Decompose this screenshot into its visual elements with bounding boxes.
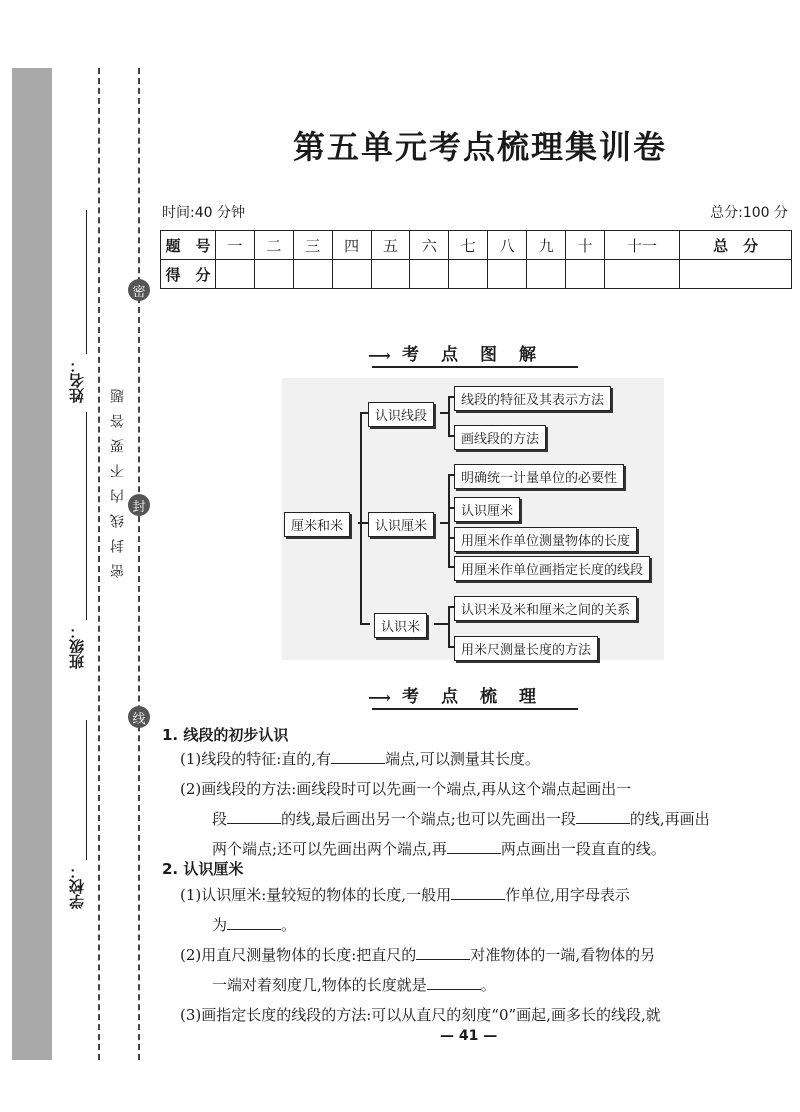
section-heading: 1. 线段的初步认识: [162, 726, 289, 744]
seal-mark: 封: [128, 494, 150, 516]
binding-dashed-line: [138, 68, 140, 1060]
connector: [360, 412, 362, 624]
table-row: [161, 260, 792, 289]
text: (1)线段的特征:直的,有: [180, 750, 332, 768]
answer-blank[interactable]: [331, 749, 385, 764]
score-cell[interactable]: [527, 260, 566, 289]
total-score-label: 总分:100 分: [710, 205, 788, 221]
text: 一端对着刻度几,物体的长度就是: [212, 976, 427, 994]
text: 端点,可以测量其长度。: [385, 750, 540, 768]
score-table: [160, 230, 792, 289]
answer-blank[interactable]: [227, 809, 281, 824]
school-label: 学校：: [68, 864, 86, 909]
connector: [448, 474, 450, 567]
binding-margin: [12, 68, 52, 1060]
score-cell[interactable]: [254, 260, 293, 289]
banner-char: 点: [441, 345, 458, 365]
arrow-icon: ⟶: [368, 346, 391, 365]
section-banner: [368, 680, 578, 710]
text: 段: [212, 810, 228, 828]
text: 。: [480, 976, 496, 994]
table-cell: 八: [488, 231, 527, 260]
arrow-icon: ⟶: [368, 688, 391, 707]
page-title: 第五单元考点梳理集训卷: [292, 128, 667, 166]
banner-char: 图: [480, 345, 497, 365]
mindmap-leaf: 明确统一计量单位的必要性: [454, 464, 624, 489]
mindmap-leaf: 认识厘米: [454, 497, 520, 522]
seal-mark: 密: [128, 279, 150, 301]
time-label: 时间:40 分钟: [162, 205, 245, 221]
score-cell[interactable]: [293, 260, 332, 289]
answer-blank[interactable]: [451, 885, 505, 900]
binding-dashed-line: [98, 68, 100, 1060]
table-header: 题 号: [161, 231, 216, 260]
text: 两点画出一段直直的线。: [500, 840, 666, 858]
table-cell: 五: [371, 231, 410, 260]
text: 两个端点;还可以先画出两个端点,再: [212, 840, 447, 858]
section-2-body: [180, 880, 792, 1030]
connector: [360, 623, 370, 625]
table-cell: 六: [410, 231, 449, 260]
mindmap-leaf: 认识米及米和厘米之间的关系: [454, 596, 637, 621]
section-1-body: [180, 744, 792, 864]
banner-char: 考: [402, 687, 419, 707]
table-header: 得 分: [161, 260, 216, 289]
table-cell: 十: [566, 231, 605, 260]
text: 的线,再画出: [629, 810, 710, 828]
table-cell: 三: [293, 231, 332, 260]
score-cell[interactable]: [604, 260, 679, 289]
mindmap-branch: 认识厘米: [368, 512, 434, 537]
banner-char: 理: [519, 687, 536, 707]
name-label: 姓名：: [68, 358, 86, 403]
banner-underline: [372, 708, 578, 710]
answer-blank[interactable]: [227, 915, 281, 930]
school-write-line: [86, 720, 87, 860]
answer-blank[interactable]: [416, 945, 470, 960]
seal-mark: 线: [128, 706, 150, 728]
text: 作单位,用字母表示: [505, 886, 630, 904]
table-cell: 一: [216, 231, 255, 260]
text: 为: [212, 916, 228, 934]
text: 的线,最后画出另一个端点;也可以先画出一段: [281, 810, 576, 828]
banner-char: 点: [441, 687, 458, 707]
mindmap-leaf: 用厘米作单位测量物体的长度: [454, 527, 637, 552]
mindmap-leaf: 用米尺测量长度的方法: [454, 636, 598, 661]
table-cell: 总 分: [680, 231, 792, 260]
text: (1)认识厘米:量较短的物体的长度,一般用: [180, 886, 452, 904]
banner-char: 梳: [480, 687, 497, 707]
table-row: [161, 231, 792, 260]
text: 。: [281, 916, 297, 934]
class-label: 班级：: [68, 624, 86, 669]
section-heading: 2. 认识厘米: [162, 860, 244, 878]
text: (2)画线段的方法:画线段时可以先画一个端点,再从这个端点起画出一: [180, 780, 632, 798]
score-cell[interactable]: [371, 260, 410, 289]
text: (3)画指定长度的线段的方法:可以从直尺的刻度“0”画起,画多长的线段,就: [180, 1006, 661, 1024]
page-number: — 41 —: [440, 1028, 498, 1044]
score-cell[interactable]: [680, 260, 792, 289]
text: 对准物体的一端,看物体的另: [470, 946, 656, 964]
table-cell: 二: [254, 231, 293, 260]
text: (2)用直尺测量物体的长度:把直尺的: [180, 946, 417, 964]
score-cell[interactable]: [332, 260, 371, 289]
section-banner: [368, 338, 578, 368]
answer-blank[interactable]: [447, 839, 501, 854]
mindmap-root: 厘米和米: [284, 512, 350, 537]
table-cell: 九: [527, 231, 566, 260]
banner-char: 考: [402, 345, 419, 365]
connector: [448, 606, 450, 647]
mindmap-branch: 认识米: [374, 613, 427, 638]
score-cell[interactable]: [410, 260, 449, 289]
table-cell: 四: [332, 231, 371, 260]
score-cell[interactable]: [488, 260, 527, 289]
score-cell[interactable]: [449, 260, 488, 289]
table-cell: 十一: [604, 231, 679, 260]
banner-char: 解: [519, 345, 536, 365]
mindmap-leaf: 画线段的方法: [454, 425, 546, 450]
connector: [448, 396, 450, 436]
answer-blank[interactable]: [427, 975, 481, 990]
class-write-line: [86, 412, 87, 620]
score-cell[interactable]: [566, 260, 605, 289]
mindmap-leaf: 线段的特征及其表示方法: [454, 386, 611, 411]
mindmap-leaf: 用厘米作单位画指定长度的线段: [454, 556, 650, 581]
table-cell: 七: [449, 231, 488, 260]
banner-underline: [372, 366, 578, 368]
binding-warning: 密封线内不要答题: [110, 378, 126, 578]
name-write-line: [86, 210, 87, 354]
mindmap-branch: 认识线段: [368, 402, 434, 427]
answer-blank[interactable]: [576, 809, 630, 824]
score-cell[interactable]: [216, 260, 255, 289]
